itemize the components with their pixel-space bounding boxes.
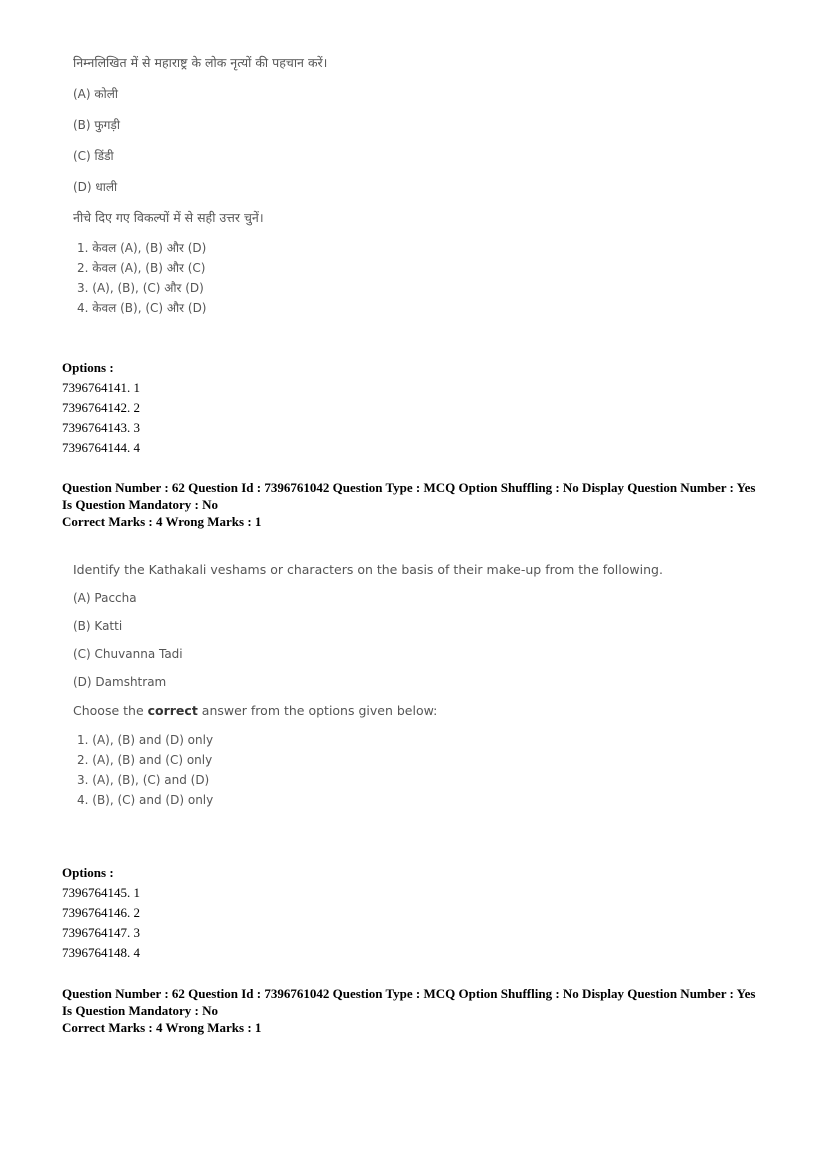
statement-b: (B) Katti	[73, 619, 123, 633]
question-61-content	[73, 54, 327, 318]
option-id-row: 7396764141. 1	[62, 380, 140, 395]
instruction-post: answer from the options given below:	[197, 703, 438, 718]
meta-line-marks: Correct Marks : 4 Wrong Marks : 1	[62, 514, 262, 529]
answer-choice-4: 4. केवल (B), (C) और (D)	[77, 301, 207, 315]
options-list-62	[62, 863, 140, 963]
answer-choice-2: 2. केवल (A), (B) और (C)	[77, 261, 206, 275]
instruction-pre: Choose the	[73, 703, 148, 718]
question-meta-1	[62, 480, 782, 531]
instruction-emphasis: correct	[147, 703, 198, 718]
meta-line-marks: Correct Marks : 4 Wrong Marks : 1	[62, 1020, 262, 1035]
options-label: Options :	[62, 360, 114, 375]
option-id-row: 7396764142. 2	[62, 400, 140, 415]
answer-choice-1: 1. (A), (B) and (D) only	[77, 733, 214, 747]
answer-choices	[73, 730, 663, 810]
statement-a: (A) Paccha	[73, 591, 137, 605]
statement-c: (C) डिंडी	[73, 149, 114, 163]
option-id-row: 7396764148. 4	[62, 945, 140, 960]
answer-choice-4: 4. (B), (C) and (D) only	[77, 793, 214, 807]
answer-choice-3: 3. (A), (B), (C) and (D)	[77, 773, 210, 787]
answer-choices	[73, 238, 327, 318]
instruction: नीचे दिए गए विकल्पों में से सही उत्तर चुनें।	[73, 210, 264, 225]
answer-choice-2: 2. (A), (B) and (C) only	[77, 753, 213, 767]
question-stem: Identify the Kathakali veshams or characters on the basis of their make-up from the following.	[73, 562, 663, 577]
statement-a: (A) कोली	[73, 87, 118, 101]
option-id-row: 7396764144. 4	[62, 440, 140, 455]
answer-choice-3: 3. (A), (B), (C) और (D)	[77, 281, 204, 295]
meta-line-question-info: Question Number : 62 Question Id : 7396761042 Question Type : MCQ Option Shuffling : No Display Question Number : Yes	[62, 480, 756, 495]
statement-d: (D) Damshtram	[73, 675, 167, 689]
question-stem: निम्नलिखित में से महाराष्ट्र के लोक नृत्यों की पहचान करें।	[73, 55, 328, 70]
options-label: Options :	[62, 865, 114, 880]
question-meta-2	[62, 986, 782, 1037]
instruction	[73, 703, 663, 718]
statement-b: (B) फुगड़ी	[73, 118, 120, 132]
statement-c: (C) Chuvanna Tadi	[73, 647, 183, 661]
option-id-row: 7396764143. 3	[62, 420, 140, 435]
meta-line-mandatory: Is Question Mandatory : No	[62, 1002, 219, 1018]
option-id-row: 7396764146. 2	[62, 905, 140, 920]
meta-line-mandatory: Is Question Mandatory : No	[62, 496, 219, 512]
answer-choice-1: 1. केवल (A), (B) और (D)	[77, 241, 207, 255]
meta-line-question-info: Question Number : 62 Question Id : 7396761042 Question Type : MCQ Option Shuffling : No Display Question Number : Yes	[62, 986, 756, 1001]
statement-d: (D) धाली	[73, 180, 118, 194]
options-list-61	[62, 358, 140, 458]
option-id-row: 7396764147. 3	[62, 925, 140, 940]
question-62-content	[73, 562, 663, 810]
option-id-row: 7396764145. 1	[62, 885, 140, 900]
